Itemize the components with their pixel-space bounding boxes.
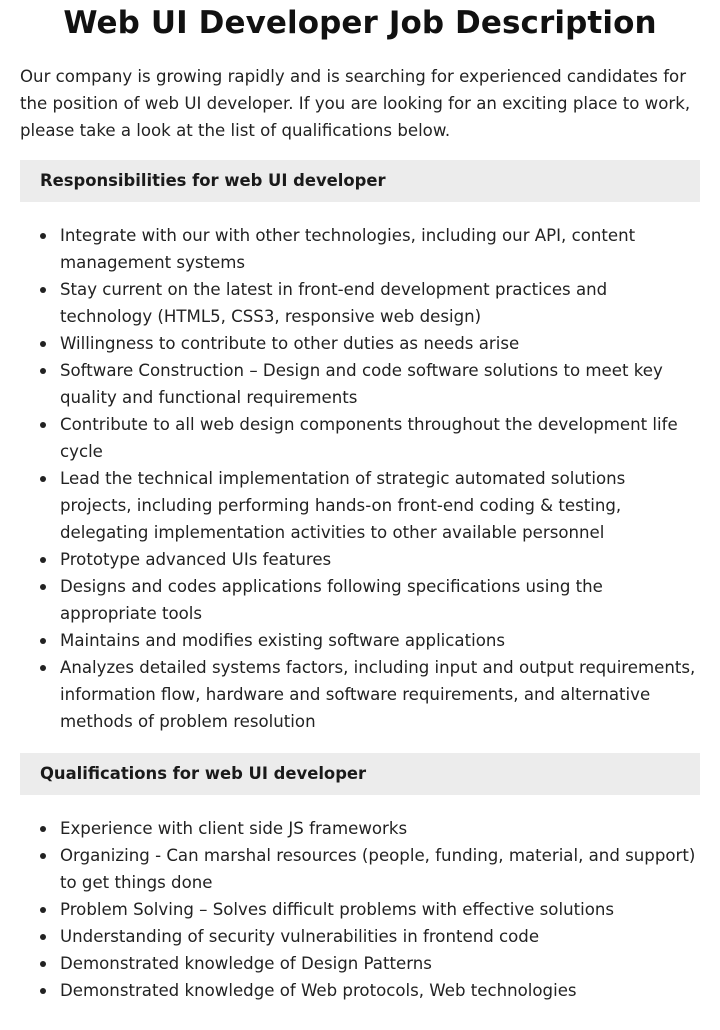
- list-item: [20, 546, 700, 573]
- list-item: [20, 276, 700, 330]
- list-item-text: Willingness to contribute to other duties as needs arise: [60, 334, 520, 353]
- responsibilities-heading: Responsibilities for web UI developer: [20, 160, 700, 202]
- list-item: [20, 923, 700, 950]
- section-spacer: [20, 735, 700, 753]
- bullet-icon: [40, 665, 46, 671]
- list-item: [20, 896, 700, 923]
- list-item: [20, 357, 700, 411]
- qualifications-list: [20, 815, 700, 1004]
- list-item-text: Organizing - Can marshal resources (people, funding, material, and support) to get things done: [60, 846, 696, 892]
- list-item: [20, 627, 700, 654]
- bullet-icon: [40, 826, 46, 832]
- bullet-icon: [40, 233, 46, 239]
- bullet-icon: [40, 961, 46, 967]
- list-item-text: Maintains and modifies existing software applications: [60, 631, 506, 650]
- bullet-icon: [40, 368, 46, 374]
- responsibilities-list: [20, 222, 700, 735]
- bullet-icon: [40, 422, 46, 428]
- bullet-icon: [40, 476, 46, 482]
- list-item-text: Demonstrated knowledge of Web protocols, Web technologies: [60, 981, 577, 1000]
- list-item-text: Problem Solving – Solves difficult problems with effective solutions: [60, 900, 615, 919]
- list-item-text: Prototype advanced UIs features: [60, 550, 332, 569]
- bullet-icon: [40, 638, 46, 644]
- bullet-icon: [40, 907, 46, 913]
- list-item: [20, 950, 700, 977]
- bullet-icon: [40, 557, 46, 563]
- list-item-text: Contribute to all web design components throughout the development life cycle: [60, 415, 678, 461]
- list-item-text: Software Construction – Design and code software solutions to meet key quality and functional requirements: [60, 361, 663, 407]
- list-item: [20, 573, 700, 627]
- list-item-text: Analyzes detailed systems factors, including input and output requirements, information flow, hardware and software requirements, and alternative methods of problem resolution: [60, 658, 696, 731]
- bullet-icon: [40, 988, 46, 994]
- list-item: [20, 977, 700, 1004]
- list-item: [20, 842, 700, 896]
- bullet-icon: [40, 934, 46, 940]
- list-item-text: Stay current on the latest in front-end development practices and technology (HTML5, CSS3, responsive web design): [60, 280, 608, 326]
- list-item: [20, 411, 700, 465]
- list-item: [20, 222, 700, 276]
- list-item-text: Experience with client side JS frameworks: [60, 819, 408, 838]
- list-item-text: Demonstrated knowledge of Design Patterns: [60, 954, 432, 973]
- bullet-icon: [40, 584, 46, 590]
- bullet-icon: [40, 853, 46, 859]
- list-item-text: Integrate with our with other technologies, including our API, content management systems: [60, 226, 636, 272]
- list-item: [20, 465, 700, 546]
- list-item: [20, 330, 700, 357]
- intro-paragraph: Our company is growing rapidly and is searching for experienced candidates for the position of web UI developer. If you are looking for an exciting place to work, please take a look at the list of qualifications below.: [20, 67, 691, 140]
- bullet-icon: [40, 287, 46, 293]
- list-item-text: Designs and codes applications following specifications using the appropriate tools: [60, 577, 603, 623]
- list-item-text: Lead the technical implementation of strategic automated solutions projects, including performing hands-on front-end coding & testing, delegating implementation activities to other available personnel: [60, 469, 626, 542]
- list-item: [20, 815, 700, 842]
- qualifications-heading: Qualifications for web UI developer: [20, 753, 700, 795]
- page-title: Web UI Developer Job Description: [63, 5, 657, 41]
- bullet-icon: [40, 341, 46, 347]
- list-item: [20, 654, 700, 735]
- list-item-text: Understanding of security vulnerabilities in frontend code: [60, 927, 540, 946]
